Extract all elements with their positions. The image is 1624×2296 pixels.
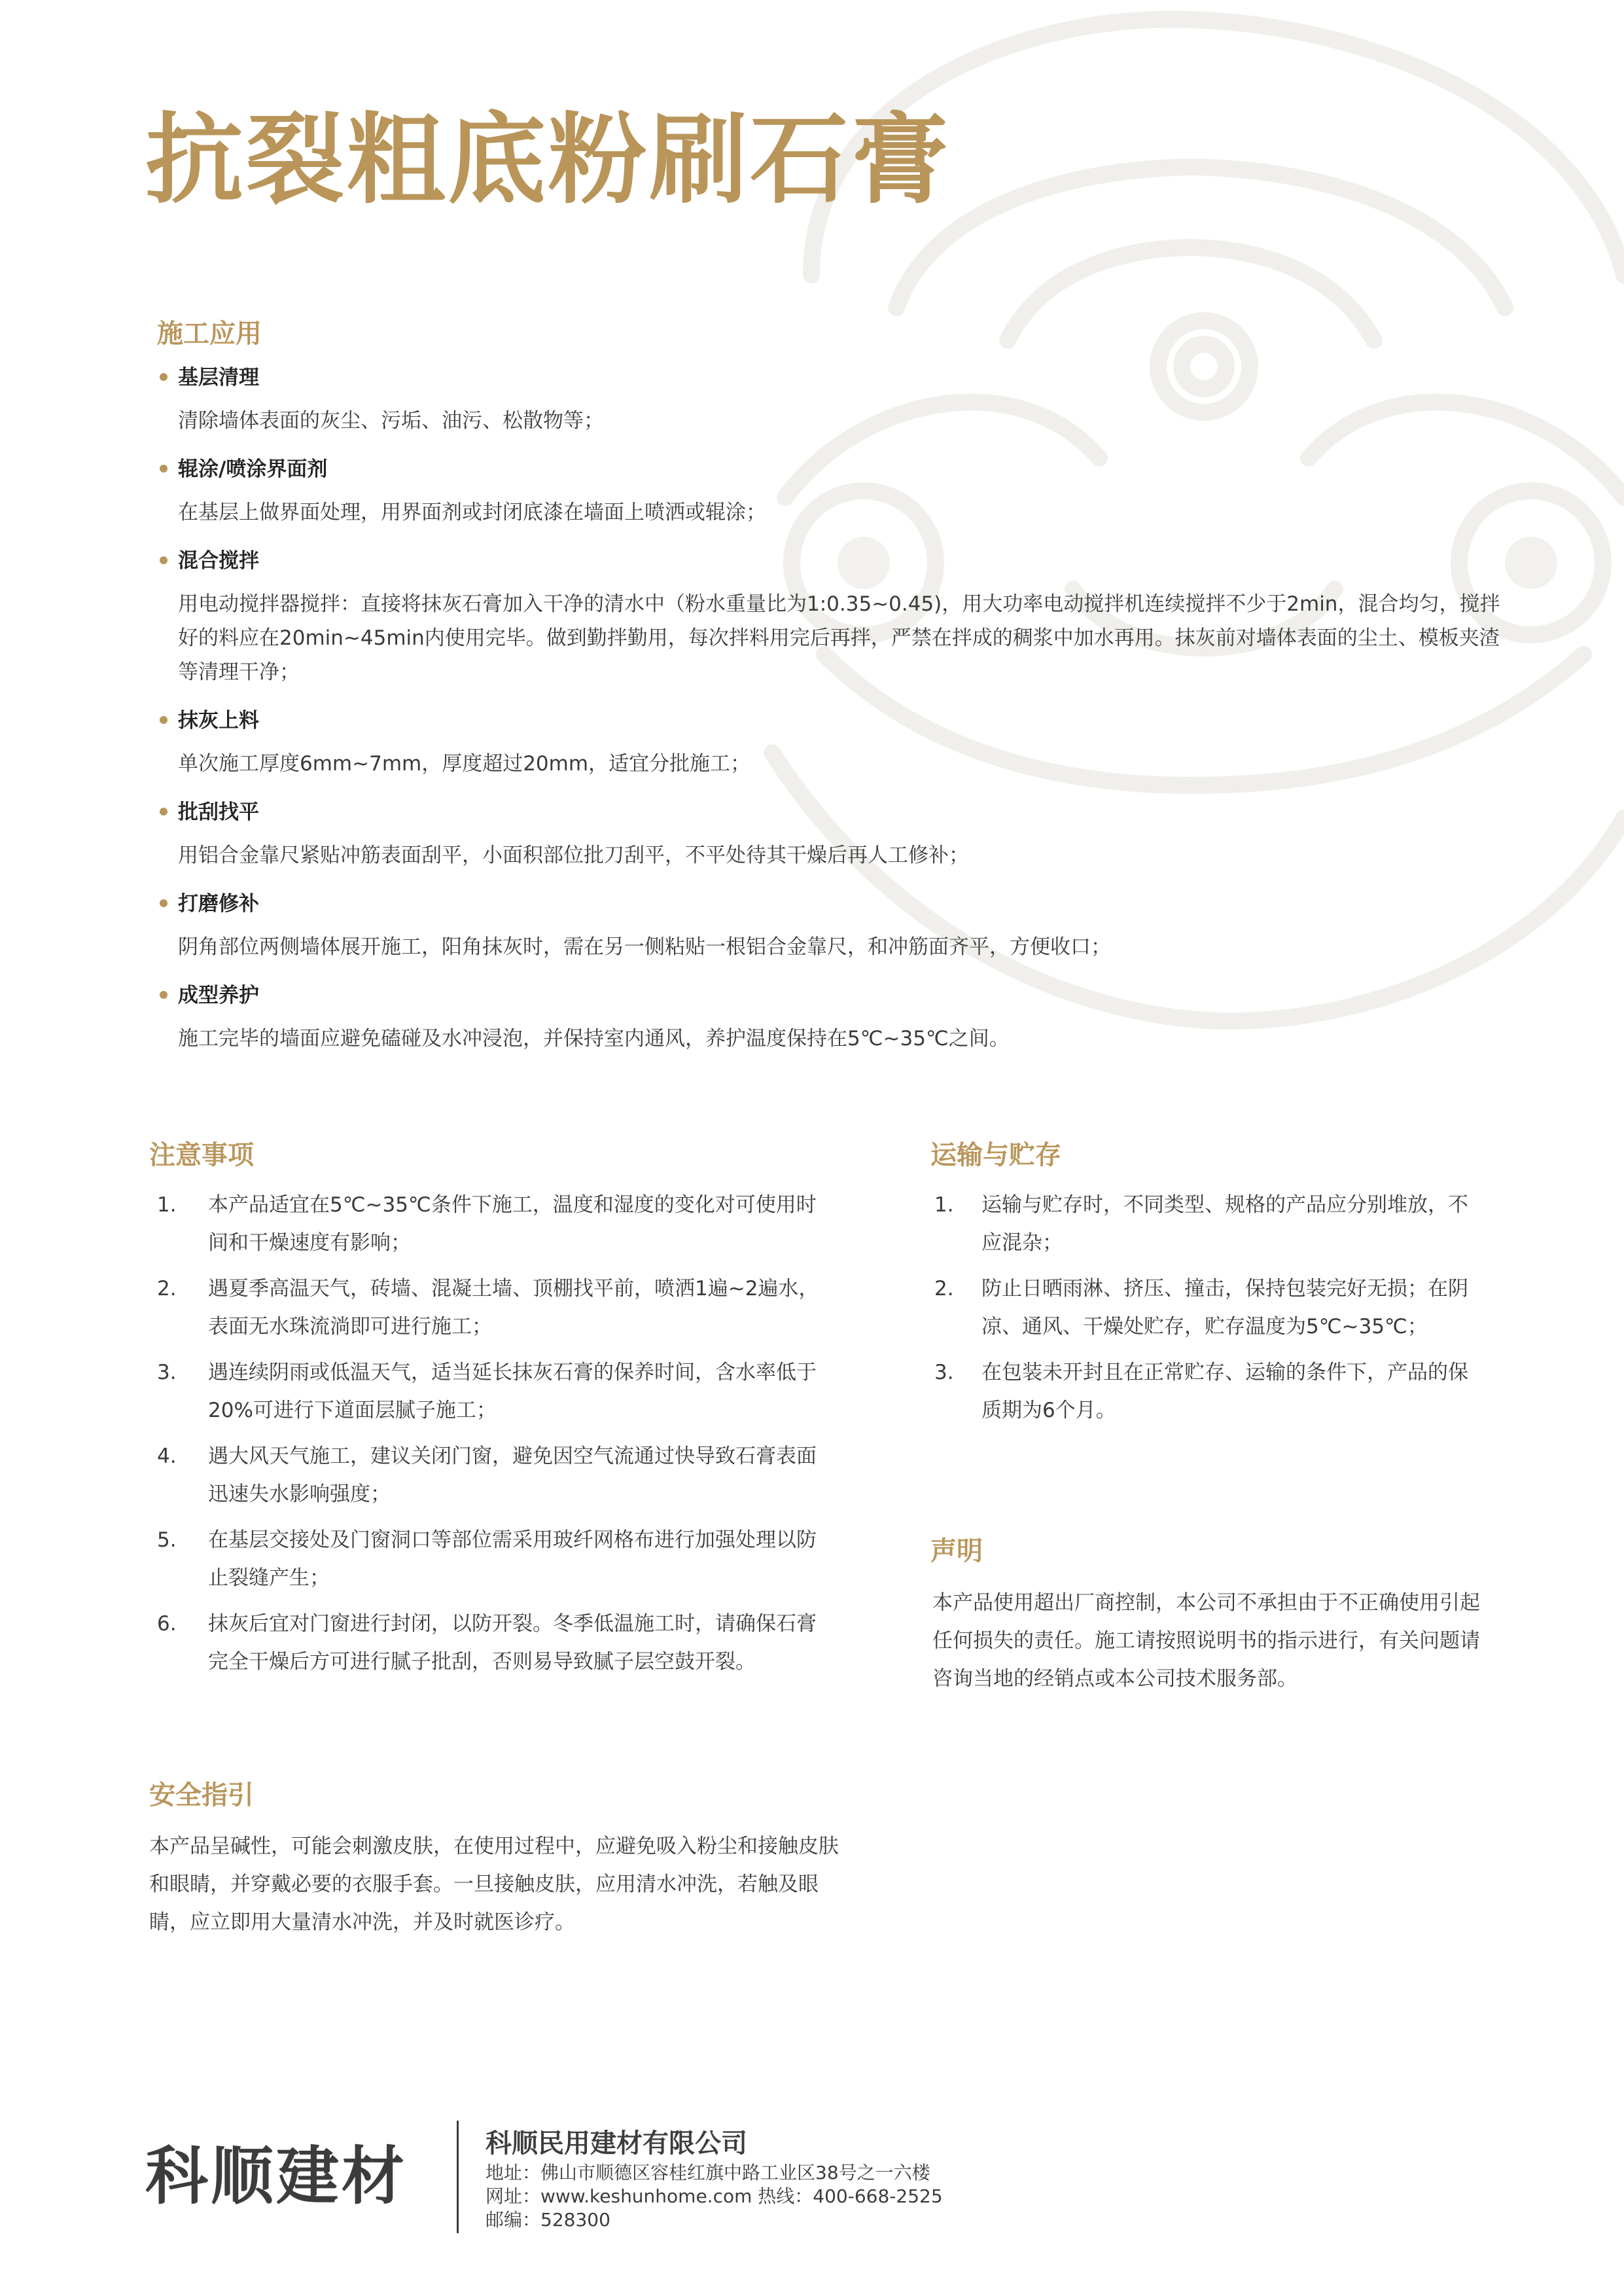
step-title: 打磨修补 (157, 889, 1505, 918)
brand-logo: 科顺建材 (145, 2140, 407, 2213)
footer-divider (457, 2121, 459, 2233)
list-item: 4. 遇大风天气施工，建议关闭门窗，避免因空气流通过快导致石膏表面迅速失水影响强度； (157, 1444, 817, 1506)
step-item (157, 798, 1505, 872)
safety-heading: 安全指引 (149, 1780, 254, 1810)
list-item: 3. 遇连续阴雨或低温天气，适当延长抹灰石膏的保养时间，含水率低于20%可进行下道面层腻子施工； (157, 1361, 817, 1422)
list-item: 1. 本产品适宜在5℃~35℃条件下施工，温度和湿度的变化对可使用时间和干燥速度有影响； (157, 1193, 817, 1255)
page-title: 抗裂粗底粉刷石膏 (145, 103, 952, 217)
bullet-dot-icon (160, 991, 168, 999)
step-text: 清除墙体表面的灰尘、污垢、油污、松散物等； (178, 409, 604, 433)
footer-info (485, 2126, 943, 2232)
step-item (157, 981, 1505, 1056)
bullet-dot-icon (160, 899, 168, 907)
bullet-dot-icon (160, 373, 168, 381)
step-text: 施工完毕的墙面应避免磕碰及水冲浸泡，并保持室内通风，养护温度保持在5℃~35℃之间。 (178, 1027, 1010, 1050)
step-title: 抹灰上料 (157, 706, 1505, 735)
list-item: 5. 在基层交接处及门窗洞口等部位需采用玻纤网格布进行加强处理以防止裂缝产生； (157, 1528, 817, 1590)
bullet-dot-icon (160, 556, 168, 564)
safety-text: 本产品呈碱性，可能会刺激皮肤，在使用过程中，应避免吸入粉尘和接触皮肤和眼睛，并穿戴必要的衣服手套。一旦接触皮肤，应用清水冲洗，若触及眼睛，应立即用大量清水冲洗，并及时就医诊疗。 (149, 1835, 839, 1934)
application-heading: 施工应用 (157, 319, 262, 349)
bullet-dot-icon (160, 716, 168, 724)
step-item (157, 455, 1505, 529)
declaration-text: 本产品使用超出厂商控制，本公司不承担由于不正确使用引起任何损失的责任。施工请按照说明书的指示进行，有关问题请咨询当地的经销点或本公司技术服务部。 (932, 1591, 1480, 1691)
step-text: 用铝合金靠尺紧贴冲筋表面刮平，小面积部位批刀刮平，不平处待其干燥后再人工修补； (178, 844, 969, 867)
step-text: 在基层上做界面处理，用界面剂或封闭底漆在墙面上喷洒或辊涂； (178, 501, 766, 524)
company-name: 科顺民用建材有限公司 (485, 2128, 747, 2159)
list-item: 1. 运输与贮存时，不同类型、规格的产品应分别堆放，不应混杂； (934, 1193, 1468, 1255)
list-item: 2. 防止日晒雨淋、挤压、撞击，保持包装完好无损；在阴凉、通风、干燥处贮存，贮存温度为5℃~35℃； (934, 1277, 1468, 1338)
company-address: 地址：佛山市顺德区容桂红旗中路工业区38号之一六楼 (485, 2162, 930, 2183)
step-item (157, 547, 1505, 689)
step-title: 基层清理 (157, 363, 1505, 392)
notes-heading: 注意事项 (149, 1140, 254, 1170)
list-item: 6. 抹灰后宜对门窗进行封闭，以防开裂。冬季低温施工时，请确保石膏完全干燥后方可进行腻子批刮，否则易导致腻子层空鼓开裂。 (157, 1612, 817, 1674)
step-text: 单次施工厚度6mm~7mm，厚度超过20mm，适宜分批施工； (178, 752, 751, 776)
declaration-heading: 声明 (930, 1536, 983, 1566)
step-item (157, 889, 1505, 964)
transport-heading: 运输与贮存 (930, 1140, 1061, 1170)
step-item (157, 706, 1505, 781)
transport-list (934, 1186, 1484, 1437)
step-title: 辊涂/喷涂界面剂 (157, 455, 1505, 484)
notes-list (157, 1186, 831, 1689)
step-title: 成型养护 (157, 981, 1505, 1010)
step-title: 混合搅拌 (157, 547, 1505, 575)
step-text: 阴角部位两侧墙体展开施工，阳角抹灰时，需在另一侧粘贴一根铝合金靠尺，和冲筋面齐平，方便收口； (178, 935, 1111, 959)
bullet-dot-icon (160, 808, 168, 816)
step-title: 批刮找平 (157, 798, 1505, 827)
step-item (157, 363, 1505, 438)
step-text: 用电动搅拌器搅拌：直接将抹灰石膏加入干净的清水中（粉水重量比为1:0.35~0.45)，用大功率电动搅拌机连续搅拌不少于2min，混合均匀，搅拌好的料应在20min~45min内使用完毕。做到勤拌勤用，每次拌料用完后再拌，严禁在拌成的稠浆中加水再用。抹灰前对墙体表面的尘土、模板夹渣等清理干净； (178, 592, 1500, 684)
bullet-dot-icon (160, 465, 168, 473)
company-web-hotline: 网址：www.keshunhome.com 热线：400-668-2525 (485, 2185, 943, 2207)
list-item: 2. 遇夏季高温天气，砖墙、混凝土墙、顶棚找平前，喷洒1遍~2遍水，表面无水珠流淌即可进行施工； (157, 1277, 819, 1338)
list-item: 3. 在包装未开封且在正常贮存、运输的条件下，产品的保质期为6个月。 (934, 1361, 1468, 1422)
company-postcode: 邮编：528300 (485, 2209, 610, 2231)
application-steps (157, 363, 1505, 1073)
